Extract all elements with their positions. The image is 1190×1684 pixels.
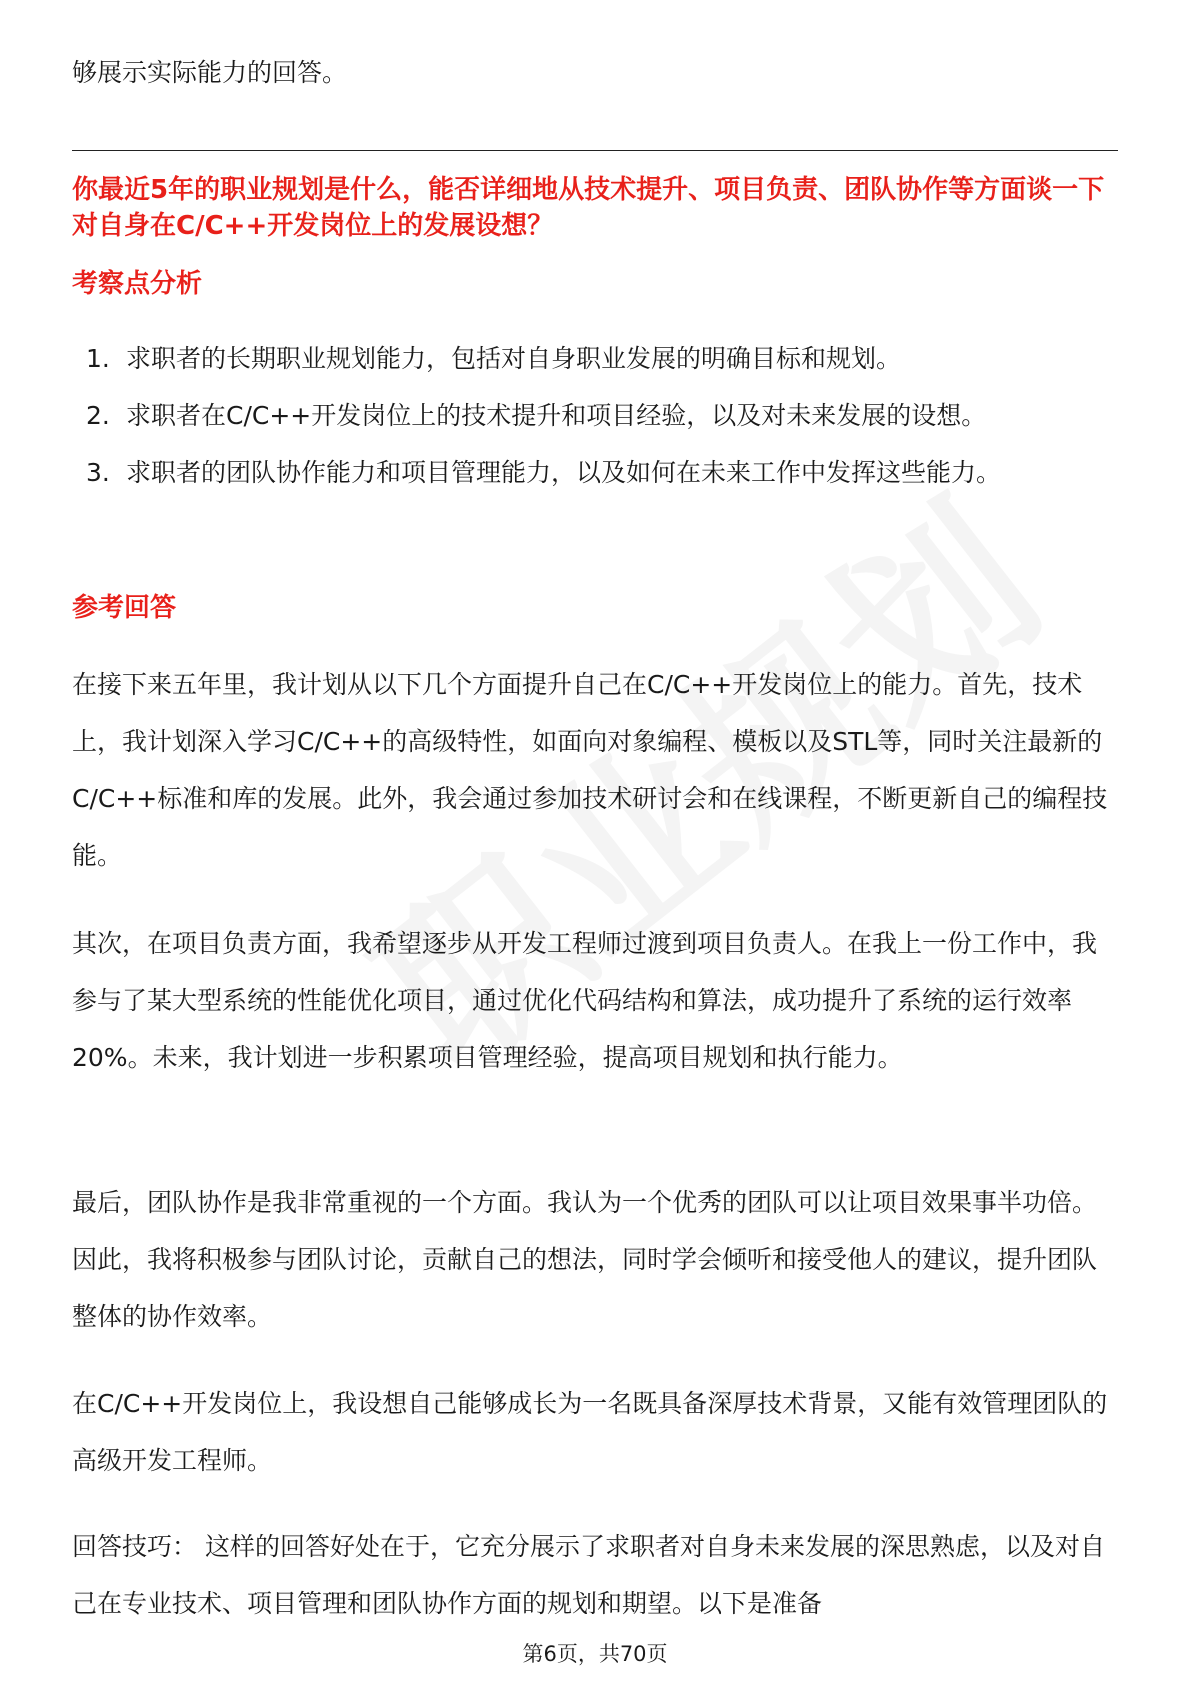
analysis-list [72,330,1118,501]
list-item-number: 1. [86,344,110,373]
list-item-text: 求职者的团队协作能力和项目管理能力，以及如何在未来工作中发挥这些能力。 [126,458,1002,487]
answer-paragraph: 在C/C++开发岗位上，我设想自己能够成长为一名既具备深厚技术背景，又能有效管理团队的高级开发工程师。 [72,1389,1108,1475]
question-title: 你最近5年的职业规划是什么，能否详细地从技术提升、项目负责、团队协作等方面谈一下对自身在C/C++开发岗位上的发展设想？ [72,175,1105,241]
answer-paragraph: 最后，团队协作是我非常重视的一个方面。我认为一个优秀的团队可以让项目效果事半功倍。因此，我将积极参与团队讨论，贡献自己的想法，同时学会倾听和接受他人的建议，提升团队整体的协作效率。 [72,1188,1098,1331]
list-item [72,330,1118,387]
list-item [72,444,1118,501]
tips-paragraph: 回答技巧： 这样的回答好处在于，它充分展示了求职者对自身未来发展的深思熟虑，以及对自己在专业技术、项目管理和团队协作方面的规划和期望。以下是准备 [72,1532,1105,1618]
page-number: 第6页，共70页 [522,1642,668,1666]
list-item-number: 2. [86,401,110,430]
answer-paragraph: 其次，在项目负责方面，我希望逐步从开发工程师过渡到项目负责人。在我上一份工作中，我参与了某大型系统的性能优化项目，通过优化代码结构和算法，成功提升了系统的运行效率20%。未来，我计划进一步积累项目管理经验，提高项目规划和执行能力。 [72,929,1098,1072]
continued-text: 够展示实际能力的回答。 [72,58,348,87]
answer-heading: 参考回答 [72,593,177,623]
list-item-text: 求职者的长期职业规划能力，包括对自身职业发展的明确目标和规划。 [126,344,902,373]
list-item-number: 3. [86,458,110,487]
list-item [72,387,1118,444]
analysis-heading: 考察点分析 [72,269,203,299]
answer-paragraph: 在接下来五年里，我计划从以下几个方面提升自己在C/C++开发岗位上的能力。首先，技术上，我计划深入学习C/C++的高级特性，如面向对象编程、模板以及STL等，同时关注最新的C/C++标准和库的发展。此外，我会通过参加技术研讨会和在线课程，不断更新自己的编程技能。 [72,670,1108,870]
list-item-text: 求职者在C/C++开发岗位上的技术提升和项目经验，以及对未来发展的设想。 [126,401,987,430]
section-divider [72,150,1118,151]
